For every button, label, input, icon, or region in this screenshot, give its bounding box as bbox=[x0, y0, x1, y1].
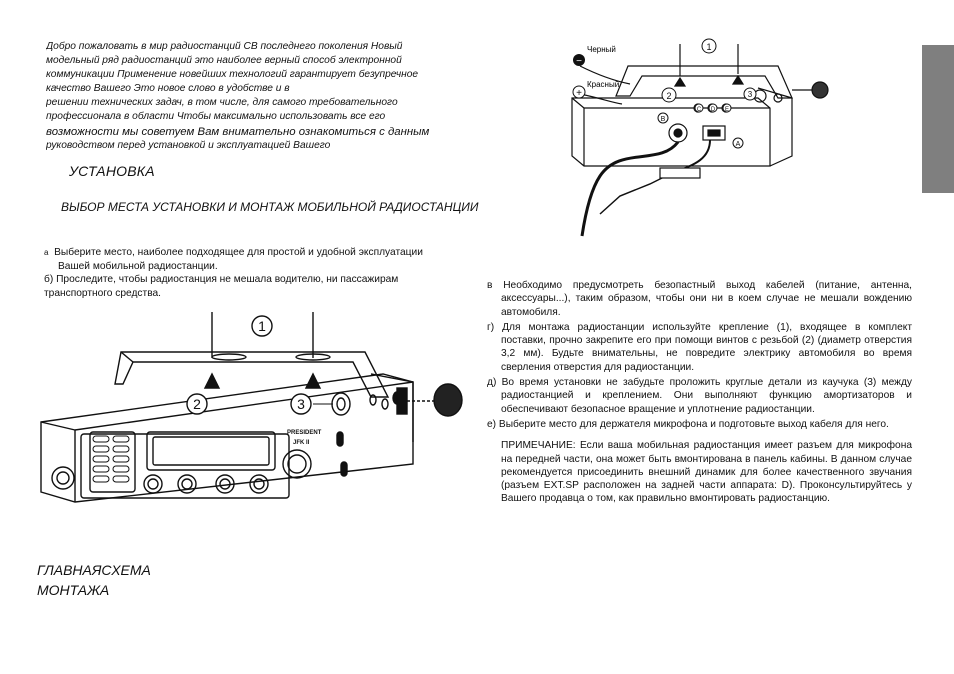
list-item bbox=[487, 279, 912, 319]
item-continuation: транспортного средства. bbox=[44, 287, 161, 299]
callout-d: D bbox=[710, 107, 716, 113]
rear-wiring-figure bbox=[560, 36, 835, 241]
callout-a: A bbox=[735, 141, 741, 148]
item-marker: е) bbox=[487, 418, 497, 430]
model-logo: JFK II bbox=[293, 440, 310, 446]
item-marker: г) bbox=[487, 321, 495, 333]
callout-c: C bbox=[696, 107, 702, 113]
item-marker: а bbox=[44, 248, 49, 257]
item-text: Выберите место для держателя микрофона и подготовьте выход кабеля для него. bbox=[498, 418, 889, 430]
minus-sign: − bbox=[576, 56, 582, 67]
item-text: Необходимо предусмотреть безопастный выход кабелей (питание, антенна, аксессуары...), таким образом, чтобы они ни в коем случае не мешали вождению автомобиля. bbox=[501, 280, 912, 318]
item-text: Выберите место, наиболее подходящее для простой и удобной эксплуатации bbox=[54, 247, 423, 258]
list-item bbox=[44, 246, 484, 260]
item-marker: д) bbox=[487, 377, 497, 389]
item-marker: б) bbox=[44, 274, 54, 286]
intro-line: руководством перед установкой и эксплуатацией Вашего bbox=[46, 139, 331, 151]
main-heading-line: ГЛАВНАЯСХЕМА bbox=[37, 562, 151, 578]
black-wire-label: Черный bbox=[587, 45, 616, 54]
item-marker: в bbox=[487, 280, 493, 291]
callout-3: 3 bbox=[747, 90, 753, 99]
choose-location-heading: ВЫБОР МЕСТА УСТАНОВКИ И МОНТАЖ МОБИЛЬНОЙ РАДИОСТАНЦИИ bbox=[61, 200, 479, 214]
left-instructions bbox=[44, 246, 484, 300]
item-continuation: Вашей мобильной радиостанции. bbox=[58, 260, 218, 272]
plus-sign: + bbox=[576, 88, 582, 99]
install-heading: УСТАНОВКА bbox=[69, 163, 155, 179]
intro-paragraph bbox=[46, 40, 494, 153]
page-edge-tab bbox=[922, 45, 954, 193]
callout-e: E bbox=[724, 107, 730, 113]
callout-b: B bbox=[660, 116, 666, 123]
intro-line: профессионала в области Чтобы максимально использовать все его bbox=[46, 111, 386, 123]
item-text: Проследите, чтобы радиостанция не мешала водителю, ни пассажирам bbox=[56, 274, 399, 286]
callout-1: 1 bbox=[258, 318, 266, 334]
callout-2: 2 bbox=[666, 91, 672, 101]
intro-line: Добро пожаловать в мир радиостанций СВ последнего поколения Новый bbox=[46, 41, 403, 52]
list-item bbox=[44, 273, 484, 287]
list-item bbox=[487, 321, 912, 374]
note-paragraph: ПРИМЕЧАНИЕ: Если ваша мобильная радиостанция имеет разъем для микрофона на передней части, она может быть вмонтирована в панель кабины. В данном случае рекомендуется присоединить внешний динамик для более качественного звучания (разъем EXT.SP расположен на задней части аппарата: D). Проконсультируйтесь у Вашего продавца о том, как правильно вмонтировать радиостанцию. bbox=[501, 440, 912, 505]
item-text: Для монтажа радиостанции используйте крепление (1), входящее в комплект поставки, прочно закрепите его при помощи винтов с резьбой (2) (диаметр отверстия 3,2 мм). Будьте внимательны, не повредите электрику автомобиля во время сверления отверстия для радиостанции. bbox=[501, 321, 912, 373]
red-wire-label: Красный bbox=[587, 80, 620, 89]
callout-1: 1 bbox=[706, 42, 712, 52]
intro-line: модельный ряд радиостанций это наиболее верный способ электронной bbox=[46, 55, 402, 67]
list-item bbox=[487, 376, 912, 416]
brand-logo: PRESIDENT bbox=[287, 430, 322, 436]
intro-line: возможности мы советуем Вам внимательно ознакомиться с данным bbox=[46, 125, 430, 138]
main-heading-line: МОНТАЖА bbox=[37, 582, 110, 598]
item-text: Во время установки не забудьте проложить круглые детали из каучука (3) между радиостанцией и креплением. Они выполняют функцию амортизаторов и обеспечивают безопасное вращение и уплотнение радиостанции. bbox=[501, 377, 912, 415]
main-wiring-heading bbox=[37, 560, 151, 600]
intro-line: решении технических задач, в том числе, для самого требовательного bbox=[46, 97, 398, 109]
intro-line: коммуникации Применение новейших технологий гарантирует безупречное bbox=[46, 69, 419, 81]
right-instructions bbox=[487, 279, 912, 508]
mounting-figure bbox=[35, 312, 470, 504]
callout-3: 3 bbox=[297, 396, 305, 412]
list-item bbox=[487, 418, 912, 431]
callout-2: 2 bbox=[193, 396, 201, 412]
intro-line: качество Вашего Это новое слово в удобстве и в bbox=[46, 83, 290, 95]
